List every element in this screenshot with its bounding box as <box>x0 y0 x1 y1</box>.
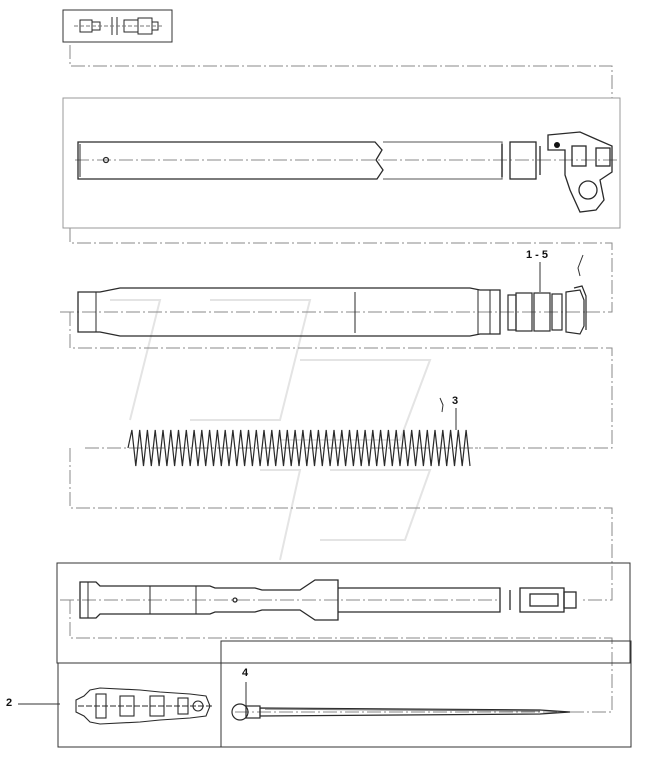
cartridge-valve-detail <box>58 663 221 747</box>
outer-tube <box>63 98 620 228</box>
callout-label-2: 2 <box>6 697 13 709</box>
callout-label-4: 4 <box>242 667 249 679</box>
callout-label-3: 3 <box>452 395 459 407</box>
bushings <box>508 286 586 334</box>
damper-cartridge <box>57 563 630 663</box>
background-watermark <box>110 300 430 560</box>
callout-label-1-5: 1 - 5 <box>526 249 549 261</box>
piston-rod-box <box>221 641 631 747</box>
inner-parts-detail <box>63 10 172 42</box>
